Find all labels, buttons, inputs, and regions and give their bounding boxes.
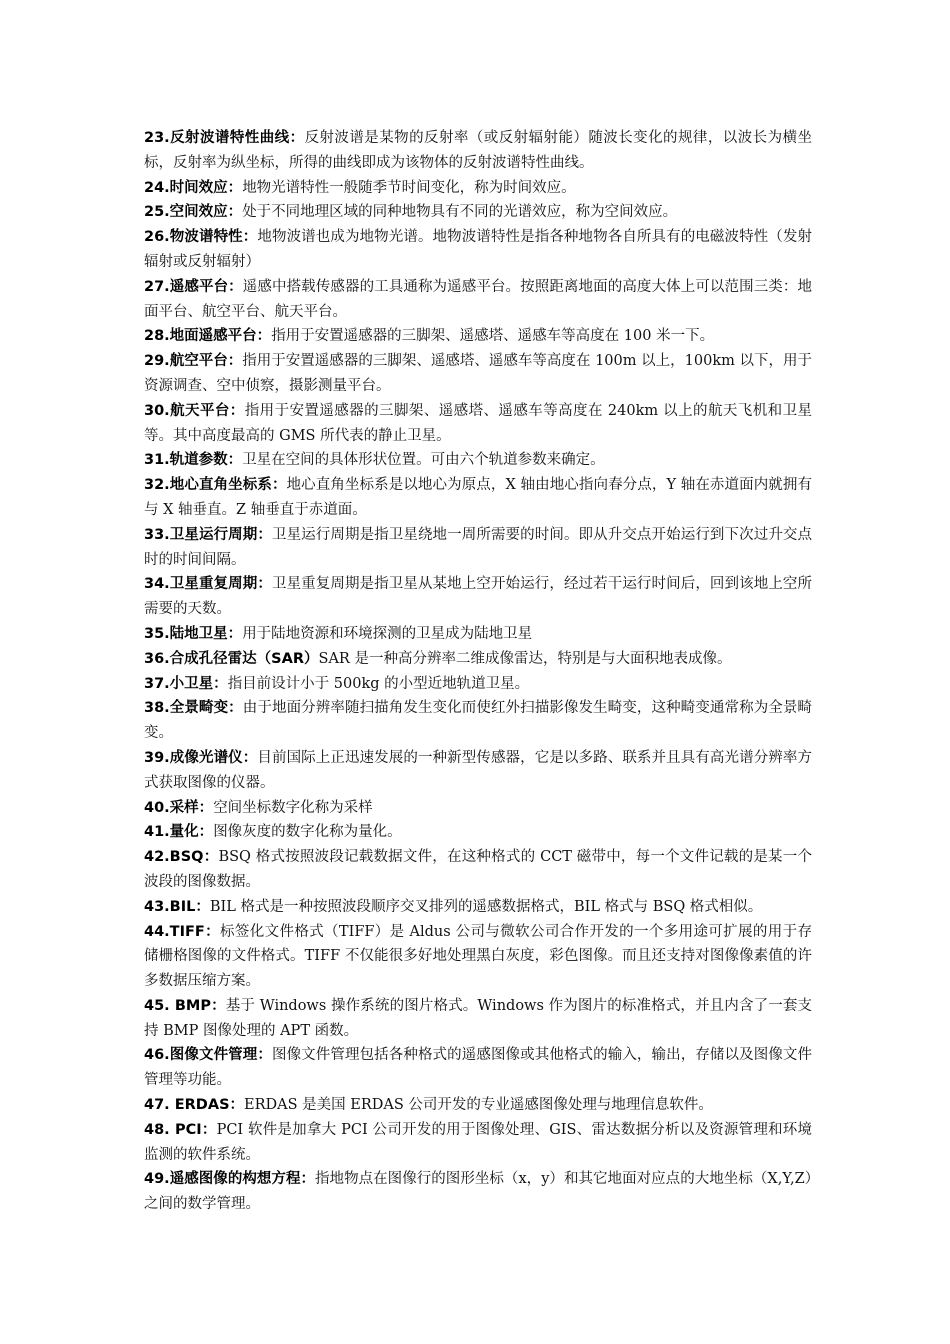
entry-definition: 卫星运行周期是指卫星绕地一周所需要的时间。即从升交点开始运行到下次过升交点时的时间间隔。 [144, 526, 813, 568]
glossary-entry [144, 523, 812, 573]
entry-term: 47. ERDAS： [144, 1097, 245, 1114]
glossary-entry [144, 1118, 812, 1168]
entry-definition: 指用于安置遥感器的三脚架、遥感塔、遥感车等高度在 100 米一下。 [271, 328, 715, 345]
entry-definition: 指地物点在图像行的图形坐标（x，y）和其它地面对应点的大地坐标（X,Y,Z）之间的数学管理。 [144, 1171, 812, 1213]
entry-term: 34.卫星重复周期： [144, 576, 272, 593]
glossary-entry [144, 349, 812, 399]
glossary-entry [144, 448, 812, 473]
entry-definition: BIL 格式是一种按照波段顺序交叉排列的遥感数据格式，BIL 格式与 BSQ 格式相似。 [209, 898, 763, 915]
entry-term: 45. BMP： [144, 997, 226, 1014]
glossary-entry [144, 647, 812, 672]
entry-definition: 地物波谱也成为地物光谱。地物波谱特性是指各种地物各自所具有的电磁波特性（发射辐射或反射辐射） [144, 229, 812, 270]
glossary-entry [144, 176, 812, 201]
glossary-entry [144, 746, 812, 796]
entry-definition: 空间坐标数字化称为采样 [213, 799, 373, 816]
entry-term: 32.地心直角坐标系： [144, 477, 287, 494]
entry-definition: 由于地面分辨率随扫描角发生变化而使红外扫描影像发生畸变，这种畸变通常称为全景畸变。 [144, 700, 813, 742]
glossary-entry [144, 399, 812, 449]
entry-definition: 遥感中搭载传感器的工具通称为遥感平台。按照距离地面的高度大体上可以范围三类：地面平台、航空平台、航天平台。 [144, 278, 813, 320]
glossary-entry [144, 994, 812, 1044]
entry-definition: 基于 Windows 操作系统的图片格式。Windows 作为图片的标准格式，并且内含了一套支持 BMP 图像处理的 APT 函数。 [144, 997, 812, 1039]
glossary-entry [144, 200, 812, 225]
entry-term: 30.航天平台： [144, 402, 245, 419]
entry-term: 33.卫星运行周期： [144, 526, 272, 543]
glossary-entry [144, 845, 812, 895]
entry-term: 28.地面遥感平台： [144, 328, 272, 345]
glossary-entry [144, 1167, 812, 1217]
entry-definition: 地物光谱特性一般随季节时间变化，称为时间效应。 [242, 179, 576, 196]
glossary-entry [144, 1093, 812, 1118]
entry-definition: 图像灰度的数字化称为量化。 [213, 824, 402, 841]
entry-term: 49.遥感图像的构想方程： [144, 1171, 316, 1188]
entry-term: 26.物波谱特性： [144, 229, 258, 246]
entry-term: 40.采样： [144, 799, 214, 816]
entry-term: 36.合成孔径雷达（SAR） [144, 650, 319, 667]
entry-term: 25.空间效应： [144, 204, 243, 221]
entry-term: 44.TIFF： [144, 923, 221, 940]
entry-definition: SAR 是一种高分辨率二维成像雷达，特别是与大面积地表成像。 [318, 650, 732, 667]
entry-term: 43.BIL： [144, 898, 210, 915]
glossary-entry [144, 820, 812, 845]
glossary-entry [144, 696, 812, 746]
entry-definition: 指目前设计小于 500kg 的小型近地轨道卫星。 [227, 675, 530, 692]
entry-definition: 处于不同地理区域的同种地物具有不同的光谱效应，称为空间效应。 [242, 204, 678, 221]
glossary-entry [144, 622, 812, 647]
glossary-entry [144, 920, 812, 994]
glossary-entry [144, 672, 812, 697]
glossary-entry [144, 324, 812, 349]
entry-term: 29.航空平台： [144, 353, 243, 370]
entry-definition: 标签化文件格式（TIFF）是 Aldus 公司与微软公司合作开发的一个多用途可扩展的用于存储栅格图像的文件格式。TIFF 不仅能很多好地处理黑白灰度，彩色图像。而且还支持对图像像素值的许多数据压缩方案。 [144, 923, 812, 990]
entry-definition: 卫星在空间的具体形状位置。可由六个轨道参数来确定。 [242, 452, 605, 469]
glossary-entry [144, 796, 812, 821]
entry-term: 37.小卫星： [144, 675, 228, 692]
glossary-entry [144, 1043, 812, 1093]
glossary-entry [144, 572, 812, 622]
entry-definition: 指用于安置遥感器的三脚架、遥感塔、遥感车等高度在 100m 以上，100km 以下，用于资源调查、空中侦察，摄影测量平台。 [144, 353, 813, 394]
entry-definition: 指用于安置遥感器的三脚架、遥感塔、遥感车等高度在 240km 以上的航天飞机和卫星等。其中高度最高的 GMS 所代表的静止卫星。 [144, 402, 812, 444]
entry-definition: 地心直角坐标系是以地心为原点，X 轴由地心指向春分点，Y 轴在赤道面内就拥有与 X 轴垂直。Z 轴垂直于赤道面。 [144, 477, 812, 518]
glossary-entry [144, 275, 812, 325]
glossary-entry [144, 895, 812, 920]
entry-definition: 目前国际上正迅速发展的一种新型传感器，它是以多路、联系并且具有高光谱分辨率方式获取图像的仪器。 [144, 749, 812, 791]
entry-term: 38.全景畸变： [144, 700, 243, 717]
entry-definition: ERDAS 是美国 ERDAS 公司开发的专业遥感图像处理与地理信息软件。 [244, 1097, 713, 1114]
entry-definition: PCI 软件是加拿大 PCI 公司开发的用于图像处理、GIS、雷达数据分析以及资源管理和环境监测的软件系统。 [144, 1121, 812, 1163]
glossary-entry [144, 126, 812, 176]
entry-term: 42.BSQ： [144, 849, 219, 866]
entry-term: 46.图像文件管理： [144, 1047, 272, 1064]
glossary-entry [144, 225, 812, 275]
entry-term: 41.量化： [144, 824, 214, 841]
glossary-entry [144, 473, 812, 523]
entry-term: 23.反射波谱特性曲线： [144, 130, 305, 146]
entry-term: 35.陆地卫星： [144, 625, 243, 642]
entry-term: 24.时间效应： [144, 179, 243, 196]
entry-definition: BSQ 格式按照波段记载数据文件，在这种格式的 CCT 磁带中，每一个文件记载的是某一个波段的图像数据。 [144, 849, 812, 890]
entry-term: 31.轨道参数： [144, 452, 243, 469]
entry-definition: 图像文件管理包括各种格式的遥感图像或其他格式的输入，输出，存储以及图像文件管理等功能。 [144, 1047, 813, 1089]
entry-term: 27.遥感平台： [144, 278, 243, 295]
entry-term: 48. PCI： [144, 1121, 217, 1138]
entry-definition: 反射波谱是某物的反射率（或反射辐射能）随波长变化的规律，以波长为横坐标，反射率为纵坐标，所得的曲线即成为该物体的反射波谱特性曲线。 [144, 130, 812, 171]
entry-definition: 用于陆地资源和环境探测的卫星成为陆地卫星 [242, 625, 533, 642]
entry-definition: 卫星重复周期是指卫星从某地上空开始运行，经过若干运行时间后，回到该地上空所需要的天数。 [144, 576, 813, 618]
entry-term: 39.成像光谱仪： [144, 749, 258, 766]
glossary-list [144, 126, 812, 1217]
